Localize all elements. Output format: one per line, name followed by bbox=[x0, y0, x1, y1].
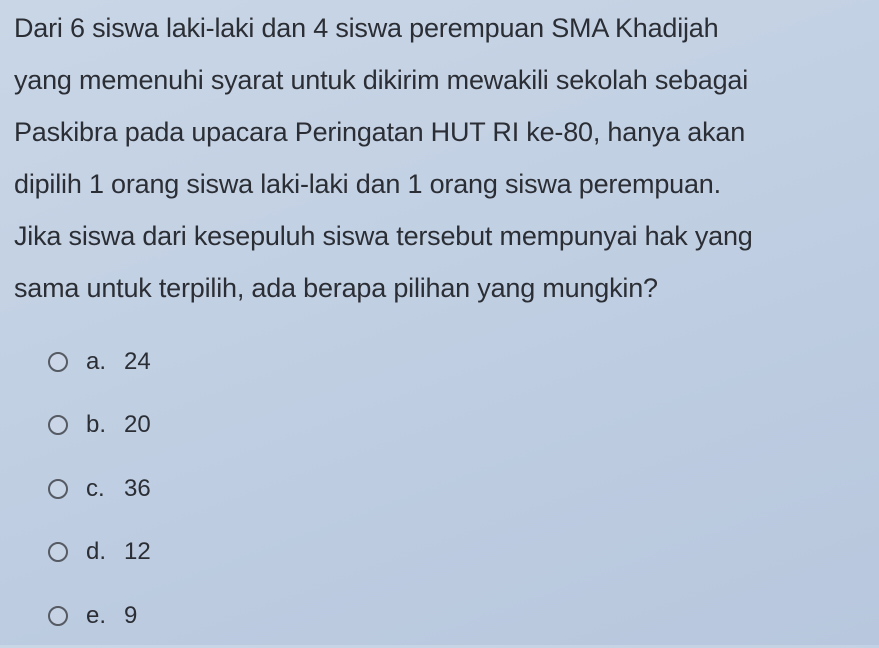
radio-button-c[interactable] bbox=[48, 479, 68, 499]
option-value: 20 bbox=[124, 411, 151, 439]
question-line: yang memenuhi syarat untuk dikirim mewakili sekolah sebagai bbox=[14, 65, 749, 95]
option-d[interactable] bbox=[48, 521, 448, 585]
option-value: 9 bbox=[124, 601, 138, 629]
question-text bbox=[14, 2, 872, 314]
answer-options bbox=[48, 330, 448, 648]
option-letter: a. bbox=[86, 347, 107, 375]
option-c[interactable] bbox=[48, 457, 448, 521]
option-e-label[interactable] bbox=[86, 602, 137, 630]
option-c-label[interactable] bbox=[86, 475, 151, 503]
radio-button-b[interactable] bbox=[48, 415, 68, 435]
option-b[interactable] bbox=[48, 394, 448, 458]
option-letter: b. bbox=[86, 411, 107, 439]
question-line: Paskibra pada upacara Peringatan HUT RI ke-80, hanya akan bbox=[14, 117, 746, 147]
option-value: 12 bbox=[124, 538, 151, 566]
question-line: sama untuk terpilih, ada berapa pilihan yang mungkin? bbox=[14, 273, 658, 303]
option-e[interactable] bbox=[48, 584, 448, 648]
question-line: dipilih 1 orang siswa laki-laki dan 1 orang siswa perempuan. bbox=[14, 169, 721, 199]
option-value: 24 bbox=[124, 347, 151, 375]
radio-button-d[interactable] bbox=[48, 542, 68, 562]
radio-button-e[interactable] bbox=[48, 606, 68, 626]
question-line: Dari 6 siswa laki-laki dan 4 siswa perempuan SMA Khadijah bbox=[14, 13, 719, 43]
option-b-label[interactable] bbox=[86, 411, 151, 439]
option-a[interactable] bbox=[48, 330, 448, 394]
option-letter: c. bbox=[86, 474, 105, 502]
radio-button-a[interactable] bbox=[48, 352, 68, 372]
option-a-label[interactable] bbox=[86, 348, 151, 376]
option-letter: d. bbox=[86, 538, 107, 566]
option-value: 36 bbox=[124, 474, 151, 502]
option-letter: e. bbox=[86, 601, 107, 629]
option-d-label[interactable] bbox=[86, 538, 151, 566]
question-line: Jika siswa dari kesepuluh siswa tersebut mempunyai hak yang bbox=[14, 221, 753, 251]
